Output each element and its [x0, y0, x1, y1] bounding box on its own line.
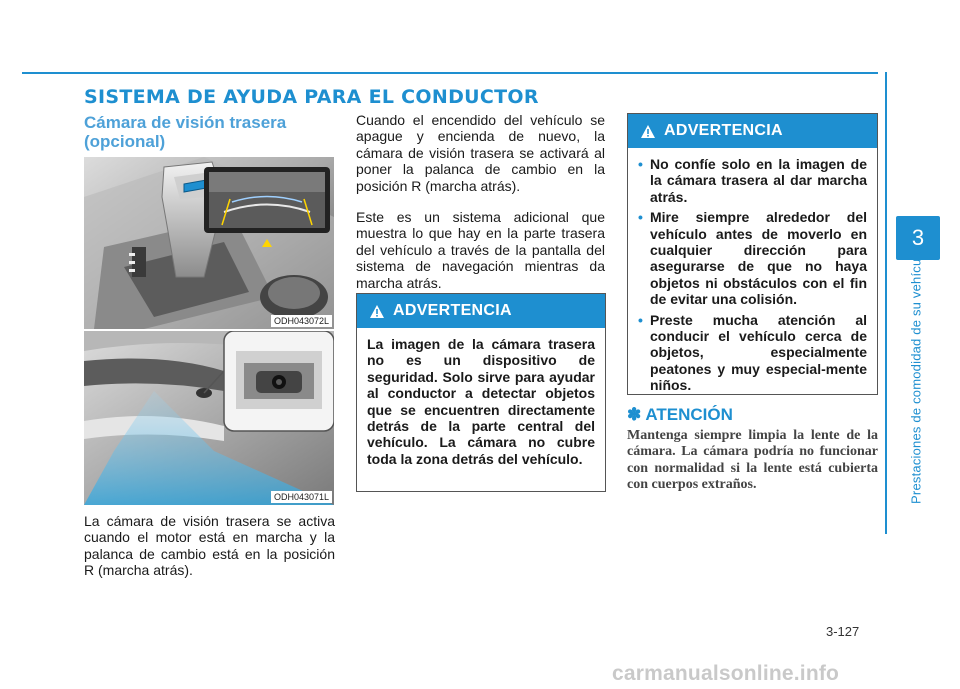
warning-title: ADVERTENCIA: [664, 122, 783, 139]
warning-box-camera: [356, 293, 606, 492]
subsection-heading: Cámara de visión trasera (opcional): [84, 113, 287, 151]
chapter-title: Prestaciones de comodidad de su vehículo: [908, 248, 924, 504]
body-paragraph-2: Este es un sistema adicional que muestra lo que hay en la parte trasera del vehículo a través de la pantalla del sistema de navegación mientras da marcha atrás.: [356, 209, 605, 291]
list-item: • No confíe solo en la imagen de la cámara trasera al dar marcha atrás.: [638, 156, 867, 205]
warning-box-reversing: [627, 113, 878, 395]
gear-shifter-illustration: [84, 157, 334, 329]
page-number: 3-127: [826, 624, 860, 639]
figure1-code: ODH043072L: [271, 315, 332, 327]
body-paragraph-1: Cuando el encendido del vehículo se apague y encienda de nuevo, la cámara de visión trasera se activará al poner la palanca de cambio en la posición R (marcha atrás).: [356, 112, 605, 194]
warning-triangle-icon: [640, 124, 656, 139]
side-divider: [885, 72, 887, 534]
attention-heading: ✽ ATENCIÓN: [627, 405, 733, 424]
watermark: carmanualsonline.info: [612, 662, 840, 685]
warning-title: ADVERTENCIA: [393, 302, 512, 319]
list-item: • Preste mucha atención al conducir el vehículo cerca de objetos, especialmente peatones y muy especial-mente niños.: [638, 311, 867, 394]
attention-text: Mantenga siempre limpia la lente de la cámara. La cámara podría no funcionar con normalidad si la lente está cubierta con cuerpos extraños.: [627, 428, 878, 493]
warning-list: [638, 156, 867, 394]
warning-triangle-icon: [369, 304, 385, 319]
list-item: • Mire siempre alrededor del vehículo antes de moverlo en cualquier dirección para asegurarse de que no haya objetos ni obstáculos con el fin de evitar una colisión.: [638, 209, 867, 308]
figure-gear-shifter: [84, 157, 334, 329]
warning-text: La imagen de la cámara trasera no es un dispositivo de seguridad. Solo sirve para ayudar al conductor a detectar objetos que se encuentren directamente detrás de la parte central del vehículo. La cámara no cubre toda la zona detrás del vehículo.: [367, 336, 595, 467]
figure2-code: ODH043071L: [271, 491, 332, 503]
warning-header: [357, 294, 605, 328]
warning-header: [628, 114, 877, 148]
figure-rear-camera: [84, 331, 334, 505]
intro-paragraph: La cámara de visión trasera se activa cuando el motor está en marcha y la palanca de cambio está en la posición R (marcha atrás).: [84, 513, 335, 579]
chapter-tab[interactable]: 3: [896, 216, 940, 260]
bullet-icon: •: [638, 311, 643, 328]
top-divider: [22, 72, 878, 74]
bullet-icon: •: [638, 209, 643, 226]
bullet-icon: •: [638, 156, 643, 172]
section-title: SISTEMA DE AYUDA PARA EL CONDUCTOR: [84, 86, 539, 108]
rear-camera-illustration: [84, 331, 334, 505]
